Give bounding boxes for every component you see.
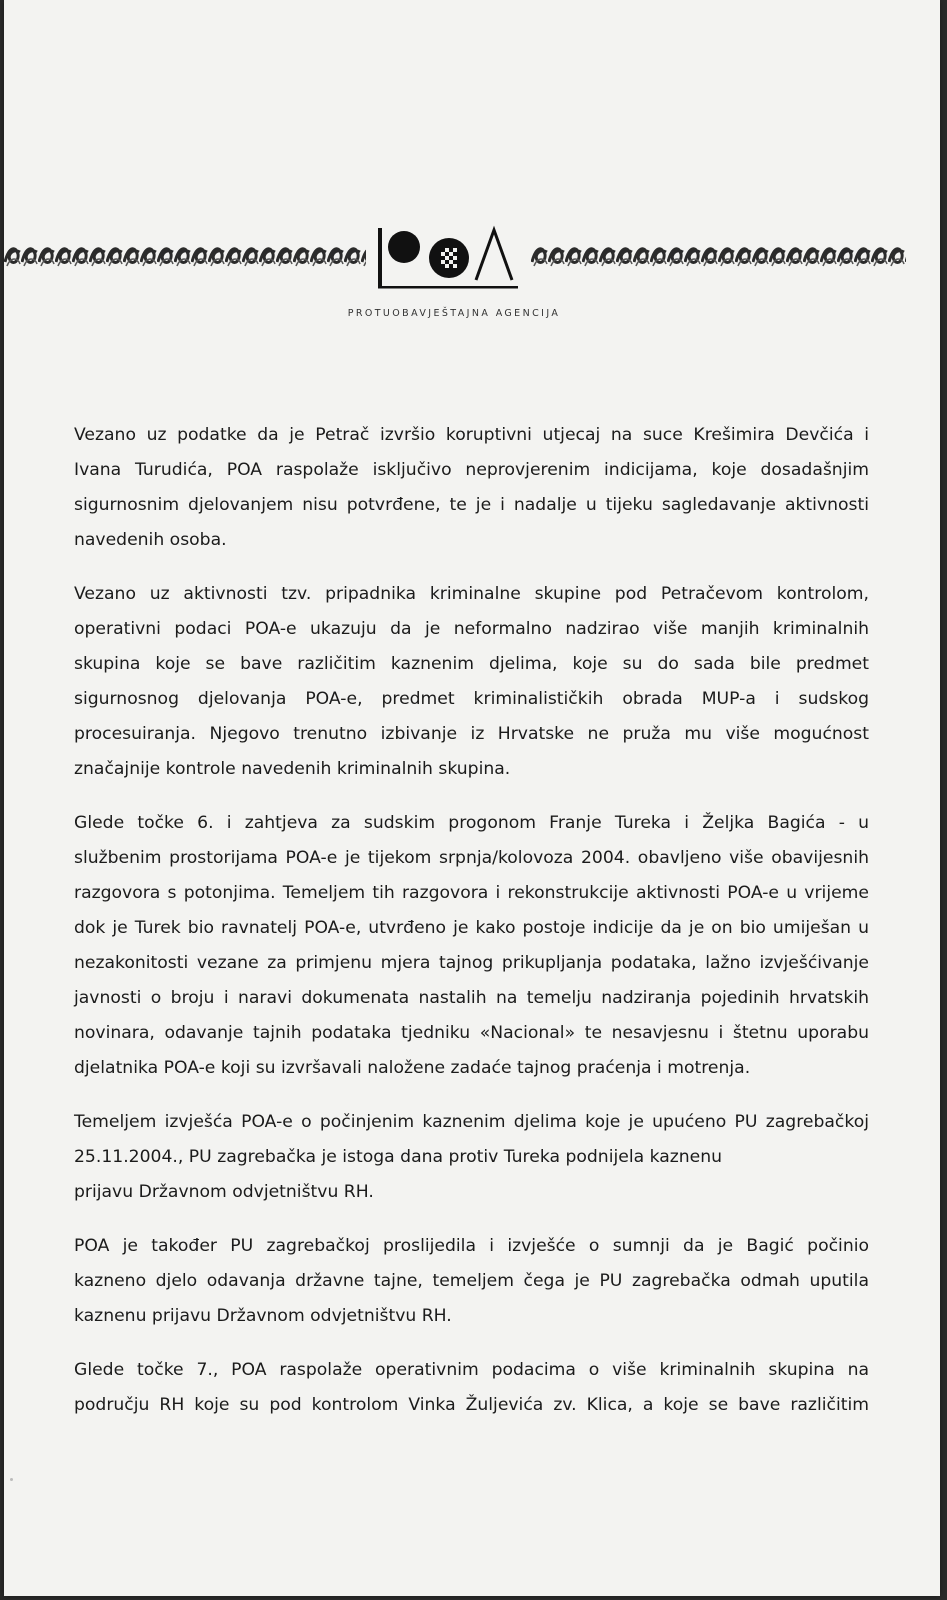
text-line: razgovora s potonjima. Temeljem tih razgovora i rekonstrukcije aktivnosti POA-e u vrijeme: [74, 883, 869, 903]
text-line: nezakonitosti vezane za primjenu mjera tajnog prikupljanja podataka, lažno izvješćivanje: [74, 953, 869, 973]
text-line: službenim prostorijama POA-e je tijekom srpnja/kolovoza 2004. obavljeno više obavijesnih: [74, 848, 869, 868]
text-line: skupina koje se bave različitim kaznenim djelima, koje su do sada bile predmet: [74, 654, 869, 674]
agency-name: PROTUOBAVJEŠTAJNA AGENCIJA: [347, 308, 561, 319]
paragraph: [74, 1353, 869, 1423]
text-line: navedenih osoba.: [74, 530, 227, 550]
text-line: operativni podaci POA-e ukazuju da je neformalno nadzirao više manjih kriminalnih: [74, 619, 869, 639]
text-line: Vezano uz podatke da je Petrač izvršio koruptivni utjecaj na suce Krešimira Devčića i: [74, 425, 869, 445]
text-line: Glede točke 6. i zahtjeva za sudskim progonom Franje Tureka i Željka Bagića - u: [74, 813, 869, 833]
paragraph: [74, 806, 869, 1086]
text-line: Glede točke 7., POA raspolaže operativnim podacima o više kriminalnih skupina na: [74, 1360, 869, 1380]
paragraph: [74, 1229, 869, 1334]
text-line: djelatnika POA-e koji su izvršavali naložene zadaće tajnog praćenja i motrenja.: [74, 1058, 751, 1078]
text-line: sigurnosnog djelovanja POA-e, predmet kriminalističkih obrada MUP-a i sudskog: [74, 689, 869, 709]
text-line: javnosti o broju i naravi dokumenata nastalih na temelju nadziranja pojedinih hrvatskih: [74, 988, 869, 1008]
text-line: Ivana Turudića, POA raspolaže isključivo neprovjerenim indicijama, koje dosadašnjim: [74, 460, 869, 480]
text-line: Temeljem izvješća POA-e o počinjenim kaznenim djelima koje je upućeno PU zagrebačkoj: [74, 1112, 869, 1132]
text-line: Vezano uz aktivnosti tzv. pripadnika kriminalne skupine pod Petračevom kontrolom,: [74, 584, 869, 604]
text-line: kaznenu prijavu Državnom odvjetništvu RH.: [74, 1306, 452, 1326]
text-line: procesuiranja. Njegovo trenutno izbivanje iz Hrvatske ne pruža mu više mogućnost: [74, 724, 869, 744]
paragraph: [74, 418, 869, 558]
text-line: području RH koje su pod kontrolom Vinka Žuljevića zv. Klica, a koje se bave različitim: [74, 1395, 869, 1415]
decorative-border-right: [531, 232, 906, 278]
text-line: prijavu Državnom odvjetništvu RH.: [74, 1182, 374, 1202]
paragraph: [74, 1105, 869, 1210]
text-line: kazneno djelo odavanja državne tajne, temeljem čega je PU zagrebačka odmah uputila: [74, 1271, 869, 1291]
scan-speck: [10, 1478, 13, 1481]
text-line: 25.11.2004., PU zagrebačka je istoga dana protiv Tureka podnijela kaznenu: [74, 1147, 723, 1167]
text-line: značajnije kontrole navedenih kriminalnih skupina.: [74, 759, 511, 779]
paragraph: [74, 577, 869, 787]
text-line: POA je također PU zagrebačkoj proslijedila i izvješće o sumnji da je Bagić počinio: [74, 1236, 869, 1256]
text-line: sigurnosnim djelovanjem nisu potvrđene, te je i nadalje u tijeku sagledavanje aktivnosti: [74, 495, 869, 515]
text-line: novinara, odavanje tajnih podataka tjedniku «Nacional» te nesavjesnu i štetnu uporabu: [74, 1023, 869, 1043]
poa-logo: [376, 222, 526, 304]
document-page: [4, 0, 940, 1596]
letter-body: [74, 418, 869, 1442]
decorative-border-left: [4, 232, 366, 278]
text-line: dok je Turek bio ravnatelj POA-e, utvrđeno je kako postoje indicije da je on bio umiješan u: [74, 918, 869, 938]
